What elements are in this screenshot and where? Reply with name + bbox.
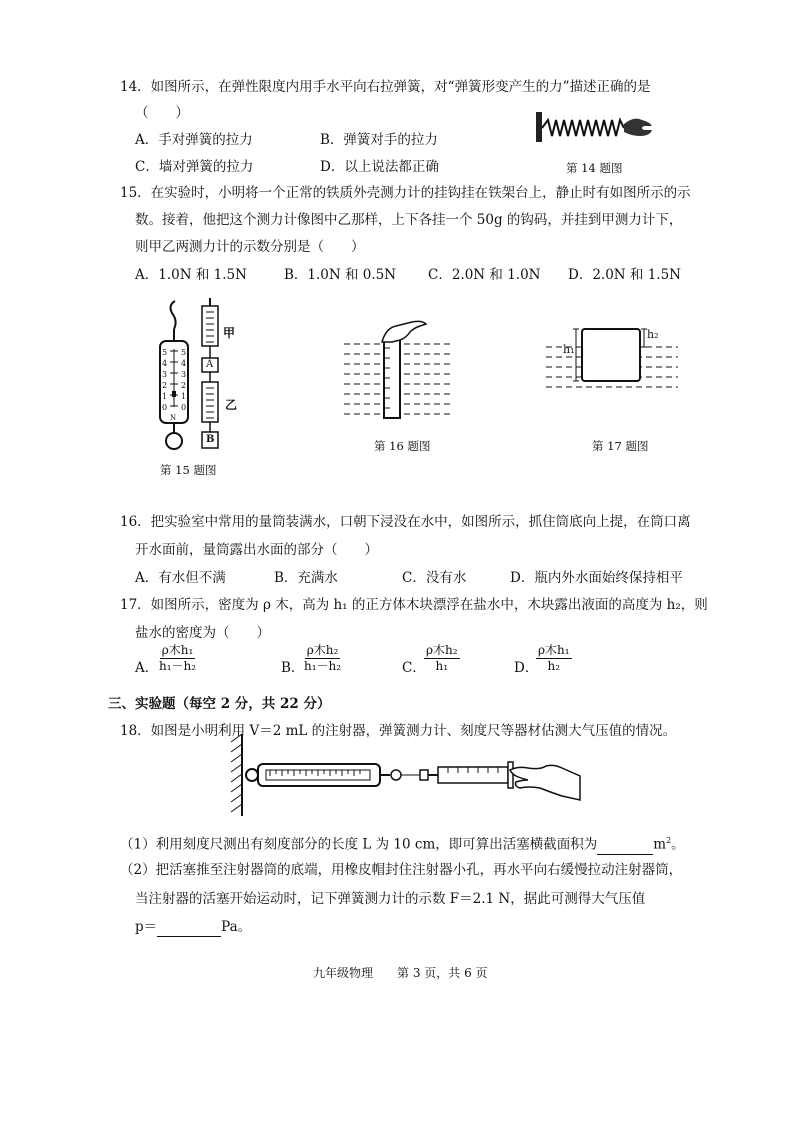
q17-option-c-den: h₁ — [435, 659, 449, 673]
q15-label-B: B — [206, 434, 215, 445]
q17-block-figure — [544, 325, 680, 389]
q15-option-d: D．2.0N 和 1.5N — [568, 267, 681, 283]
q17-option-d-letter: D． — [514, 660, 539, 676]
q18-part1-end: 。 — [671, 836, 685, 853]
q15-option-a: A．1.0N 和 1.5N — [135, 267, 247, 283]
q15-scale-num-left-4: 1 — [162, 392, 168, 401]
q15-option-c: C．2.0N 和 1.0N — [428, 267, 541, 283]
q14-paren: （ ） — [135, 105, 189, 121]
q15-label-jia: 甲 — [223, 326, 236, 340]
q15-scale-num-left-3: 2 — [162, 381, 168, 390]
q15-label-A: A — [206, 359, 214, 370]
q15-scale-num-right-0: 5 — [181, 348, 187, 357]
q15-scale-num-right-3: 2 — [181, 381, 187, 390]
q18-part2-line2: 当注射器的活塞开始运动时，记下弹簧测力计的示数 F＝2.1 N，据此可测得大气压值 — [135, 891, 646, 907]
q17-label-h1: h₁ — [563, 343, 575, 356]
q18-part2-pre: p＝ — [135, 919, 158, 935]
q14-caption: 第 14 题图 — [566, 161, 623, 175]
q18-syringe-figure — [228, 730, 588, 820]
q15-scale-num-right-5: 0 — [181, 403, 187, 412]
q16-line2: 开水面前，量筒露出水面的部分（ ） — [135, 542, 378, 558]
q18-part2-blank[interactable] — [157, 918, 221, 937]
q15-scale-num-right-4: 1 — [181, 392, 187, 401]
q18-part1-text: （1）利用刻度尺测出有刻度部分的长度 L 为 10 cm，即可算出活塞横截面积为 — [120, 836, 598, 853]
q14-option-c: C．墙对弹簧的拉力 — [135, 159, 254, 175]
footer-subject: 九年级物理 — [313, 966, 374, 980]
q18-part1 — [120, 832, 685, 855]
q15-line3: 则甲乙两测力计的示数分别是（ ） — [135, 239, 365, 255]
q15-scale-num-left-5: 0 — [162, 403, 168, 412]
q14-option-d: D．以上说法都正确 — [320, 159, 439, 175]
q15-scale-unit: N — [170, 414, 177, 422]
q15-line1: 15．在实验时，小明将一个正常的铁质外壳测力计的挂钩挂在铁架台上，静止时有如图所示的示 — [120, 185, 691, 201]
q17-option-c-letter: C． — [402, 660, 426, 676]
q17-option-d-num: ρ木h₁ — [538, 643, 570, 657]
q17-option-b-num: ρ木h₂ — [306, 643, 339, 657]
q16-option-b: B．充满水 — [274, 570, 338, 586]
q15-scale-num-left-2: 3 — [162, 370, 168, 379]
q18-part1-blank[interactable] — [597, 836, 653, 855]
q17-option-b-den: h₁－h₂ — [304, 659, 342, 673]
q16-option-a: A．有水但不满 — [135, 570, 226, 586]
q17-option-b-fraction — [302, 643, 343, 674]
q17-option-b-letter: B． — [281, 660, 305, 676]
q14-option-b: B．弹簧对手的拉力 — [320, 132, 438, 148]
q17-option-c-num: ρ木h₂ — [426, 643, 458, 657]
q16-cylinder-figure — [340, 318, 456, 426]
q18-part1-unit: m — [653, 836, 667, 853]
q16-caption: 第 16 题图 — [374, 439, 431, 453]
q17-line2: 盐水的密度为（ ） — [135, 625, 270, 641]
q17-option-d-fraction — [536, 643, 572, 674]
q15-scale-num-left-0: 5 — [162, 348, 168, 357]
q14-spring-figure — [532, 110, 662, 150]
q16-option-c: C．没有水 — [402, 570, 467, 586]
q17-option-a-fraction — [157, 643, 198, 674]
q15-label-yi: 乙 — [225, 398, 238, 412]
q17-line1: 17．如图所示，密度为 ρ 木，高为 h₁ 的正方体木块漂浮在盐水中，木块露出液面的高度为 h₂，则 — [120, 597, 708, 613]
q14-option-a: A．手对弹簧的拉力 — [135, 132, 253, 148]
q18-part2-answer — [135, 918, 251, 937]
q17-caption: 第 17 题图 — [592, 439, 649, 453]
q15-line2: 数。接着，他把这个测力计像图中乙那样，上下各挂一个 50g 的钩码，并挂到甲测力计下， — [135, 212, 683, 228]
q15-scale-num-left-1: 4 — [162, 359, 168, 368]
q17-option-a-num: ρ木h₁ — [161, 643, 194, 657]
q18-stem: 18．如图是小明利用 V＝2 mL 的注射器，弹簧测力计、刻度尺等器材估测大气压值的情况。 — [120, 723, 677, 739]
q17-option-a-den: h₁－h₂ — [159, 659, 197, 673]
q16-option-d: D．瓶内外水面始终保持相平 — [510, 570, 683, 586]
q17-option-a-letter: A． — [135, 660, 159, 676]
q16-line1: 16．把实验室中常用的量筒装满水，口朝下浸没在水中，如图所示，抓住筒底向上提，在筒口离 — [120, 514, 691, 530]
q17-label-h2: h₂ — [647, 328, 659, 341]
q15-chain-figure — [196, 298, 236, 453]
q15-scale-num-right-2: 3 — [181, 370, 187, 379]
q18-part2-line1: （2）把活塞推至注射器筒的底端，用橡皮帽封住注射器小孔，再水平向右缓慢拉动注射器筒， — [120, 862, 683, 878]
q17-option-d-den: h₂ — [547, 659, 561, 673]
q18-part1-sup: 2 — [666, 836, 672, 845]
section3-title: 三、实验题（每空 2 分，共 22 分） — [108, 696, 331, 712]
q18-part2-unit: Pa。 — [221, 919, 252, 935]
footer-page: 第 3 页，共 6 页 — [397, 966, 488, 980]
q17-option-c-fraction — [424, 643, 460, 674]
q15-caption: 第 15 题图 — [160, 463, 217, 477]
q15-scale-num-right-1: 4 — [181, 359, 187, 368]
q14-stem: 14．如图所示，在弹性限度内用手水平向右拉弹簧，对“弹簧形变产生的力”描述正确的是 — [120, 79, 651, 95]
q15-option-b: B．1.0N 和 0.5N — [284, 267, 397, 283]
